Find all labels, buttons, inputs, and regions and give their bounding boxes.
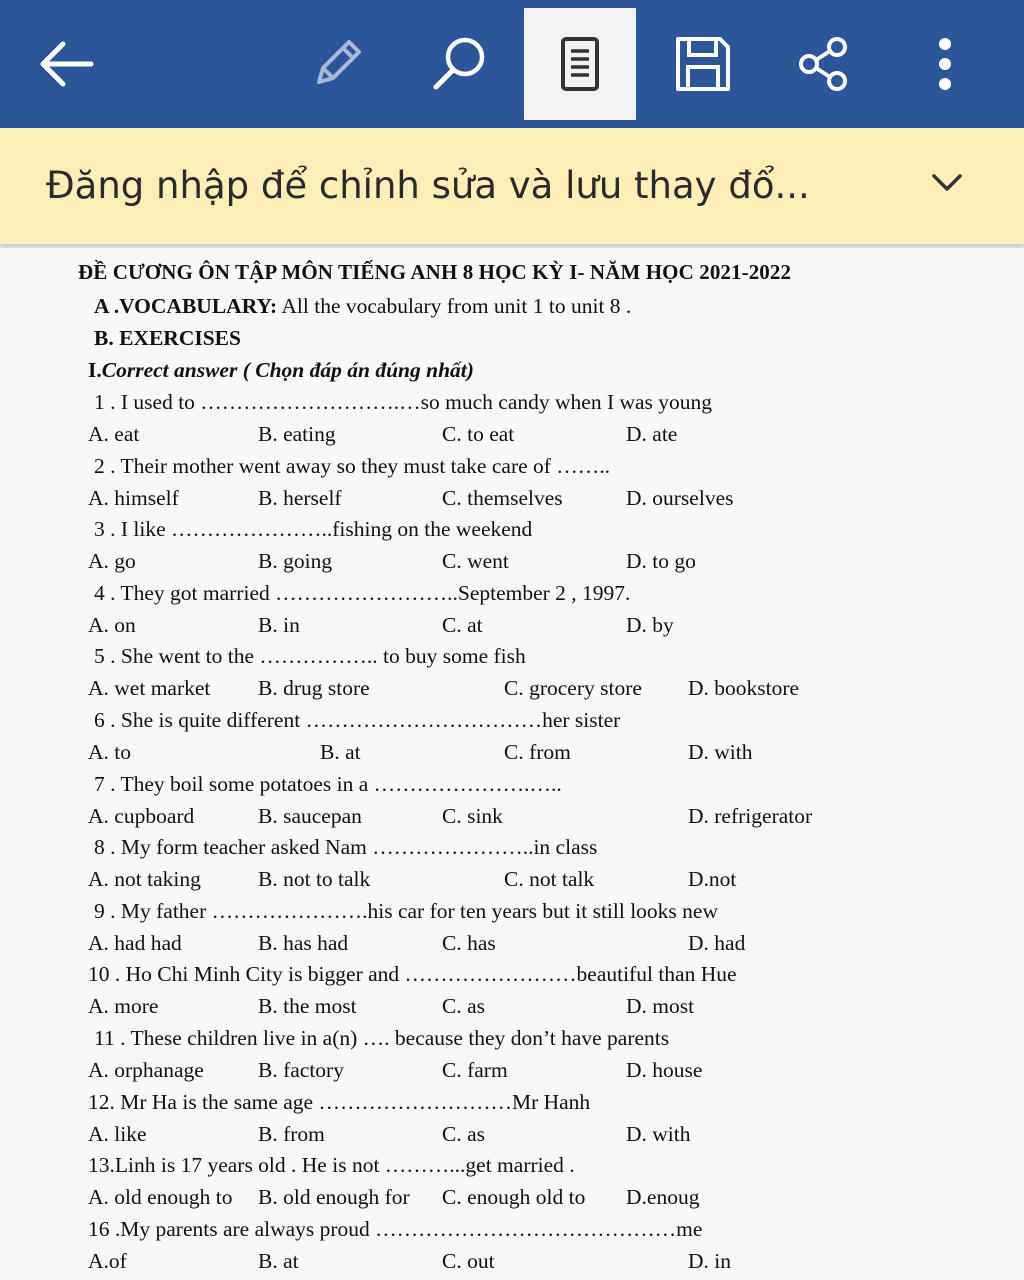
question-text: 16 .My parents are always proud ……………………………………me [88, 1216, 703, 1241]
question-text: 4 . They got married ……………………..September 2 , 1997. [94, 580, 631, 605]
question-text: 12. Mr Ha is the same age ………………………Mr Hanh [88, 1089, 591, 1114]
save-icon [674, 35, 732, 93]
vocabulary-text: All the vocabulary from unit 1 to unit 8 . [277, 294, 632, 318]
answer-option: C. farm [442, 1058, 508, 1082]
sign-in-banner[interactable] [0, 128, 1024, 244]
answer-option: C. from [504, 740, 571, 764]
answer-option: D. to go [626, 549, 696, 574]
answer-option: C. not talk [504, 867, 595, 892]
save-button[interactable] [658, 8, 748, 120]
answer-option: A. eat [88, 422, 140, 446]
answer-option: C. at [442, 612, 483, 637]
chevron-down-icon[interactable] [930, 172, 964, 194]
answer-option: D. house [626, 1058, 703, 1082]
answer-option: C. enough old to [442, 1185, 586, 1210]
answer-option: A.of [88, 1248, 127, 1273]
answer-option: C. sink [442, 803, 503, 828]
section-title: Correct answer ( Chọn đáp án đúng nhất) [101, 358, 474, 382]
answer-option: C. as [442, 1121, 485, 1146]
answer-option: B. in [258, 612, 300, 637]
answer-option: A. orphanage [88, 1058, 204, 1082]
answer-option: B. old enough for [258, 1185, 410, 1210]
answer-option: B. factory [258, 1058, 344, 1082]
answer-option: C. as [442, 994, 485, 1019]
search-button[interactable] [414, 8, 504, 120]
search-icon [427, 32, 491, 96]
banner-text: Đăng nhập để chỉnh sửa và lưu thay đổ... [46, 164, 810, 207]
pencil-icon [307, 34, 367, 94]
edit-button[interactable] [292, 8, 382, 120]
answer-option: B. eating [258, 422, 336, 446]
answer-option: A. himself [88, 485, 179, 510]
back-arrow-icon [35, 39, 95, 89]
answer-option: A. on [88, 612, 136, 637]
answer-option: A. had had [88, 930, 182, 955]
question-text: 2 . Their mother went away so they must take care of …….. [94, 453, 611, 478]
answer-option: B. saucepan [258, 803, 362, 828]
answer-option: A. to [88, 740, 131, 764]
answer-option: D. most [626, 994, 695, 1019]
question-text: 7 . They boil some potatoes in a ………………….….. [94, 771, 562, 796]
answer-option: D.not [688, 867, 737, 892]
answer-option: A. cupboard [88, 803, 195, 828]
answer-option: A. more [88, 994, 159, 1019]
answer-option: D. with [688, 740, 753, 764]
question-text: 11 . These children live in a(n) …. because they don’t have parents [94, 1026, 670, 1050]
answer-option: D. had [688, 930, 746, 955]
app-toolbar [0, 0, 1024, 128]
answer-option: C. has [442, 930, 496, 955]
answer-option: C. out [442, 1248, 495, 1273]
question-text: 13.Linh is 17 years old . He is not ………...get married . [88, 1153, 575, 1178]
answer-option: B. herself [258, 485, 342, 510]
answer-option: A. like [88, 1121, 147, 1146]
document-content [0, 252, 1024, 1280]
answer-option: C. grocery store [504, 676, 642, 701]
answer-option: C. themselves [442, 485, 563, 510]
vocabulary-label: A .VOCABULARY: [94, 294, 278, 318]
answer-option: D.enoug [626, 1185, 700, 1210]
answer-option: C. to eat [442, 422, 515, 446]
question-text: 3 . I like …………………..fishing on the weekend [94, 517, 533, 542]
reading-view-icon [560, 36, 600, 92]
answer-option: D. in [688, 1248, 731, 1273]
answer-option: A. go [88, 549, 136, 574]
reading-view-button[interactable] [524, 8, 636, 120]
share-button[interactable] [778, 8, 868, 120]
document-title: ĐỀ CƯƠNG ÔN TẬP MÔN TIẾNG ANH 8 HỌC KỲ I- NĂM HỌC 2021-2022 [78, 260, 792, 284]
question-text: 5 . She went to the …………….. to buy some fish [94, 644, 526, 669]
back-button[interactable] [20, 8, 110, 120]
answer-option: B. from [258, 1121, 325, 1146]
answer-option: D. ate [626, 422, 678, 446]
answer-option: D. by [626, 612, 674, 637]
answer-option: B. drug store [258, 676, 370, 701]
answer-option: D. bookstore [688, 676, 800, 701]
answer-option: C. went [442, 549, 509, 574]
question-text: 10 . Ho Chi Minh City is bigger and ……………………beautiful than Hue [88, 962, 737, 987]
answer-option: D. ourselves [626, 485, 734, 510]
answer-option: A. wet market [88, 676, 211, 701]
answer-option: D. with [626, 1121, 691, 1146]
answer-option: B. the most [258, 994, 357, 1019]
answer-option: B. not to talk [258, 867, 371, 892]
answer-option: B. going [258, 549, 333, 574]
more-vertical-icon [935, 34, 955, 94]
question-text: 9 . My father ………………….his car for ten years but it still looks new [94, 898, 718, 923]
question-text: 6 . She is quite different ……………………………her sister [94, 708, 621, 732]
answer-option: B. at [258, 1248, 299, 1273]
answer-option: A. not taking [88, 867, 201, 892]
exercises-heading: B. EXERCISES [94, 326, 241, 350]
share-icon [793, 34, 853, 94]
question-text: 1 . I used to ……………………….…so much candy when I was young [94, 390, 713, 414]
vocabulary-line [94, 292, 631, 320]
section-number: I. [88, 358, 102, 382]
more-button[interactable] [900, 8, 990, 120]
answer-option: D. refrigerator [688, 803, 813, 828]
answer-option: B. at [320, 740, 361, 764]
answer-option: A. old enough to [88, 1185, 233, 1210]
section-heading [88, 356, 474, 384]
question-text: 8 . My form teacher asked Nam …………………..in class [94, 835, 598, 860]
answer-option: B. has had [258, 930, 349, 955]
